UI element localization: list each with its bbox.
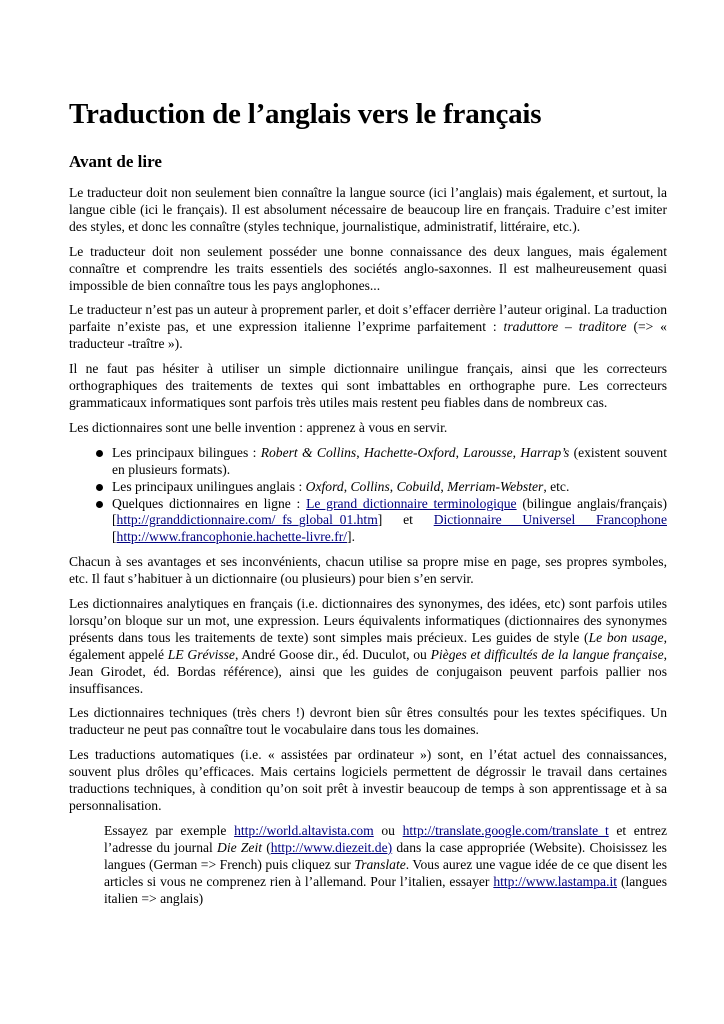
list-text: ] et bbox=[377, 512, 434, 528]
link-granddictionnaire-url[interactable]: http://granddictionnaire.com/_fs_global_01.htm bbox=[116, 512, 378, 528]
dictionary-list bbox=[69, 445, 667, 546]
dictionary-title: Hachette-Oxford bbox=[363, 444, 456, 460]
paragraph-10-text: ou bbox=[373, 822, 403, 838]
paragraph-5: Les dictionnaires sont une belle invention : apprenez à vous en servir. bbox=[69, 419, 448, 435]
paragraph-7-text: Les dictionnaires analytiques en français (i.e. dictionnaires des synonymes, des idées, etc) sont parfois utiles lorsqu’on bloque sur un mot, une expression. Leurs équivalents informatiques (dictionnaires des synonymes présents dans tous les traitements de texte) sont simples mais précieux. Les guides de style ( bbox=[69, 596, 667, 645]
paragraph-6: Chacun à ses avantages et ses inconvénients, chacun utilise sa propre mise en page, ses propres symboles, etc. Il faut s’habituer à un dictionnaire (ou plusieurs) pour bien s’en servir. bbox=[69, 554, 667, 587]
list-text: (bilingue anglais/français) [ bbox=[112, 495, 667, 528]
paragraph-8: Les dictionnaires techniques (très chers !) devront bien sûr êtres consultés pour les textes spécifiques. Un traducteur ne peut pas connaître tout le vocabulaire dans tous les domaines. bbox=[69, 705, 667, 738]
dictionary-title: Harrap’s bbox=[520, 444, 570, 460]
paragraph-3-italic: traduttore – traditore bbox=[503, 319, 627, 335]
paragraph-2: Le traducteur doit non seulement posséder une bonne connaissance des deux langues, mais également connaître et comprendre les traits essentiels des sociétés anglo-saxonnes. Il est malheureusement quasi impossible de bien connaître tous les pays anglophones... bbox=[69, 243, 667, 293]
book-title: Pièges et difficultés de la langue française bbox=[430, 646, 664, 662]
translate-word: Translate bbox=[354, 856, 406, 872]
dictionary-title: Cobuild bbox=[396, 478, 441, 494]
link-altavista[interactable]: http://world.altavista.com bbox=[234, 822, 374, 838]
list-text: ]. bbox=[347, 529, 355, 545]
dictionary-title: Oxford bbox=[305, 478, 344, 494]
list-text: Les principaux unilingues anglais : bbox=[112, 478, 306, 494]
newspaper-title: Die Zeit bbox=[217, 839, 262, 855]
list-separator: , bbox=[356, 444, 364, 460]
paragraph-3-text: Le traducteur n’est pas un auteur à proprement parler, et doit s’effacer derrière l’auteur original. La traduction parfaite n’existe pas, et une expression italienne l’exprime parfaitement : bbox=[69, 302, 667, 335]
link-diezeit[interactable]: http://www.diezeit.de) bbox=[270, 839, 393, 855]
paragraph-7-text: , André Goose dir., éd. Duculot, ou bbox=[234, 646, 431, 662]
list-text: , etc. bbox=[543, 478, 570, 494]
paragraph-9: Les traductions automatiques (i.e. « assistées par ordinateur ») sont, en l’état actuel des connaissances, souvent plus drôles qu’efficaces. Mais certains logiciels permettent de dégrossir le travail dans certaines traductions techniques, à condition qu’on soit prêt à investir beaucoup de temps à son apprentissage et à sa personnalisation. bbox=[69, 747, 667, 813]
list-separator: , bbox=[440, 478, 448, 494]
paragraph-7-text: , Jean Girodet, éd. Bordas référence), ainsi que les guides de conjugaison peuvent parfois pallier nos insuffisances. bbox=[69, 646, 668, 696]
list-separator: , bbox=[512, 444, 521, 460]
link-dictionnaire-universel[interactable]: Dictionnaire Universel Francophone bbox=[433, 512, 667, 528]
list-text: [ bbox=[112, 529, 117, 545]
link-francophonie-url[interactable]: http://www.francophonie.hachette-livre.fr/ bbox=[116, 529, 348, 545]
paragraph-3-text: (=> « traducteur -traître »). bbox=[69, 319, 667, 352]
list-item-online bbox=[112, 496, 667, 547]
paragraph-10-text: dans la case appropriée (Website). Choisissez les langues (German => French) puis cliquez sur bbox=[104, 839, 667, 872]
link-grand-dictionnaire[interactable]: Le grand dictionnaire terminologique bbox=[306, 495, 517, 511]
dictionary-title: Collins bbox=[350, 478, 390, 494]
list-item-bilingual bbox=[112, 445, 667, 479]
book-title: Le bon usage bbox=[588, 629, 664, 645]
paragraph-10-text: et entrez l’adresse du journal bbox=[104, 822, 667, 855]
paragraph-10-text: ( bbox=[262, 839, 271, 855]
list-separator: , bbox=[343, 478, 351, 494]
paragraph-7-text: , également appelé bbox=[69, 629, 667, 662]
paragraph-10-text: . Vous aurez une vague idée de ce que disent les articles si vous ne comprenez rien à l’allemand. Pour l’italien, essayer bbox=[104, 856, 667, 889]
paragraph-10-example bbox=[104, 823, 667, 908]
dictionary-title: Merriam-Webster bbox=[447, 478, 544, 494]
document-title: Traduction de l’anglais vers le français bbox=[69, 98, 542, 130]
link-lastampa[interactable]: http://www.lastampa.it bbox=[493, 873, 618, 889]
paragraph-1: Le traducteur doit non seulement bien connaître la langue source (ici l’anglais) mais également, et surtout, la langue cible (ici le français). Il est absolument nécessaire de beaucoup lire en français. Traduire c’est imiter des styles, et donc les connaître (styles technique, journalistique, administratif, littéraire, etc.). bbox=[69, 185, 667, 234]
list-item-unilingual bbox=[112, 479, 667, 496]
paragraph-4: Il ne faut pas hésiter à utiliser un simple dictionnaire unilingue français, ainsi que les correcteurs orthographiques des traitements de textes qui sont imbattables en orthographe pure. Les correcteurs grammaticaux informatiques sont parfois très utiles mais restent peu fiables dans de nombreux cas. bbox=[69, 361, 667, 410]
list-separator: , bbox=[389, 478, 397, 494]
link-google-translate[interactable]: http://translate.google.com/translate_t bbox=[402, 822, 609, 838]
dictionary-title: Larousse bbox=[463, 444, 513, 460]
list-text: Quelques dictionnaires en ligne : bbox=[112, 495, 307, 511]
list-text: (existent souvent en plusieurs formats). bbox=[112, 444, 668, 477]
paragraph-7 bbox=[69, 596, 667, 697]
paragraph-10-text: (langues italien => anglais) bbox=[104, 873, 667, 906]
section-heading: Avant de lire bbox=[69, 152, 162, 171]
paragraph-3 bbox=[69, 302, 667, 353]
list-separator: , bbox=[455, 444, 464, 460]
paragraph-10-text: Essayez par exemple bbox=[104, 822, 235, 838]
list-text: Les principaux bilingues : bbox=[112, 444, 261, 460]
dictionary-title: Robert & Collins bbox=[260, 444, 357, 460]
book-title: LE Grévisse bbox=[167, 646, 235, 662]
